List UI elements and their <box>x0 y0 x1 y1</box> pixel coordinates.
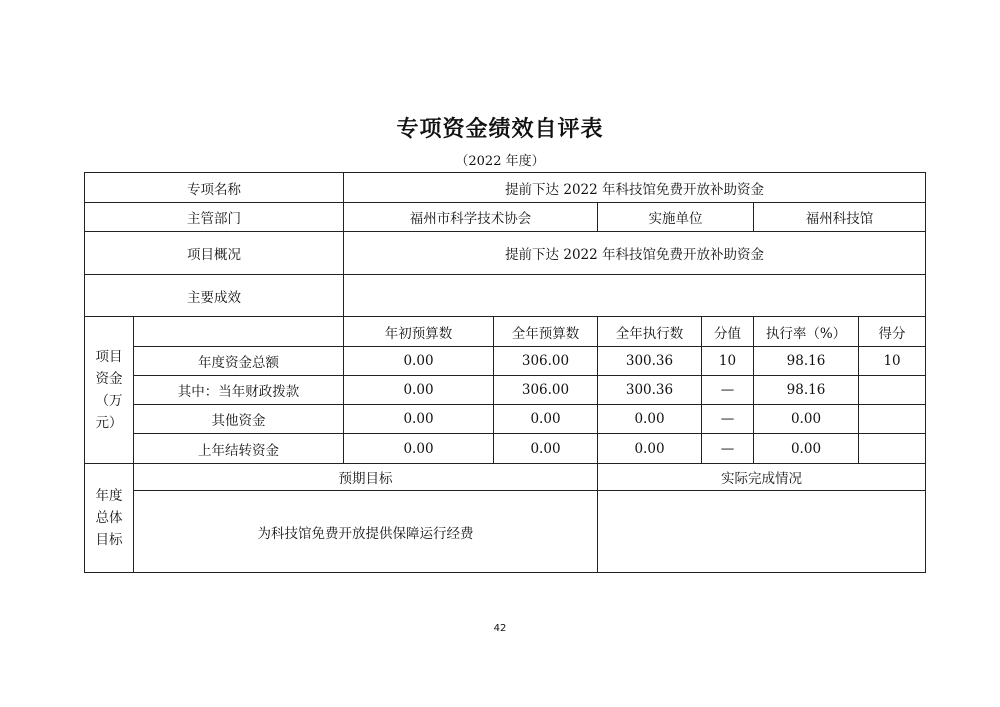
cell-annual-execution: 0.00 <box>598 405 702 434</box>
goals-side-label-line: 年度 <box>95 488 123 504</box>
goals-side-label-line: 目标 <box>95 532 123 548</box>
row-project-name <box>85 173 926 203</box>
overview-label: 项目概况 <box>85 232 344 275</box>
funds-side-label-line: （万 <box>95 393 123 409</box>
cell-score <box>859 376 926 405</box>
table-row <box>85 405 926 434</box>
cell-annual-budget: 0.00 <box>494 405 598 434</box>
funds-side-label-line: 资金 <box>95 371 123 387</box>
self-evaluation-table <box>84 172 926 573</box>
cell-annual-execution: 0.00 <box>598 434 702 464</box>
implementer-label: 实施单位 <box>598 203 754 232</box>
goals-header-row <box>85 464 926 491</box>
cell-initial-budget: 0.00 <box>344 434 494 464</box>
implementer-value: 福州科技馆 <box>754 203 926 232</box>
document-title: 专项资金绩效自评表 <box>396 117 604 142</box>
cell-score-weight: — <box>702 434 754 464</box>
cell-annual-budget: 306.00 <box>494 347 598 376</box>
row-department <box>85 203 926 232</box>
cell-annual-budget: 306.00 <box>494 376 598 405</box>
header-score: 得分 <box>859 317 926 347</box>
table-row <box>85 347 926 376</box>
cell-execution-rate: 98.16 <box>754 376 859 405</box>
cell-initial-budget: 0.00 <box>344 376 494 405</box>
expected-goal-value: 为科技馆免费开放提供保障运行经费 <box>134 491 598 573</box>
table-row <box>85 376 926 405</box>
funds-header-row <box>85 317 926 347</box>
actual-completion-value <box>598 491 926 573</box>
cell-execution-rate: 0.00 <box>754 405 859 434</box>
cell-annual-execution: 300.36 <box>598 376 702 405</box>
project-name-label: 专项名称 <box>85 173 344 203</box>
funds-side-label-line: 项目 <box>95 349 123 365</box>
goals-content-row <box>85 491 926 573</box>
cell-score-weight: — <box>702 405 754 434</box>
row-label: 其他资金 <box>134 405 344 434</box>
department-label: 主管部门 <box>85 203 344 232</box>
results-value <box>344 275 926 317</box>
cell-execution-rate: 0.00 <box>754 434 859 464</box>
cell-score: 10 <box>859 347 926 376</box>
header-annual-budget: 全年预算数 <box>494 317 598 347</box>
row-results <box>85 275 926 317</box>
funds-header-blank <box>134 317 344 347</box>
row-label: 其中：当年财政拨款 <box>134 376 344 405</box>
cell-initial-budget: 0.00 <box>344 405 494 434</box>
cell-annual-budget: 0.00 <box>494 434 598 464</box>
header-execution-rate: 执行率（%） <box>754 317 859 347</box>
funds-side-label-line: 元） <box>95 415 123 431</box>
overview-value: 提前下达 2022 年科技馆免费开放补助资金 <box>344 232 926 275</box>
row-label: 上年结转资金 <box>134 434 344 464</box>
goals-side-label-line: 总体 <box>95 510 123 526</box>
header-initial-budget: 年初预算数 <box>344 317 494 347</box>
page-number: 42 <box>493 623 507 634</box>
cell-annual-execution: 300.36 <box>598 347 702 376</box>
project-name-value: 提前下达 2022 年科技馆免费开放补助资金 <box>344 173 926 203</box>
funds-side-label <box>85 317 134 464</box>
cell-score <box>859 405 926 434</box>
expected-goal-label: 预期目标 <box>134 464 598 491</box>
table-row <box>85 434 926 464</box>
cell-score-weight: 10 <box>702 347 754 376</box>
goals-side-label <box>85 464 134 573</box>
header-score-weight: 分值 <box>702 317 754 347</box>
row-label: 年度资金总额 <box>134 347 344 376</box>
header-annual-execution: 全年执行数 <box>598 317 702 347</box>
actual-completion-label: 实际完成情况 <box>598 464 926 491</box>
cell-score <box>859 434 926 464</box>
row-overview <box>85 232 926 275</box>
cell-execution-rate: 98.16 <box>754 347 859 376</box>
department-value: 福州市科学技术协会 <box>344 203 598 232</box>
results-label: 主要成效 <box>85 275 344 317</box>
cell-score-weight: — <box>702 376 754 405</box>
document-year: （2022 年度） <box>455 154 545 169</box>
cell-initial-budget: 0.00 <box>344 347 494 376</box>
